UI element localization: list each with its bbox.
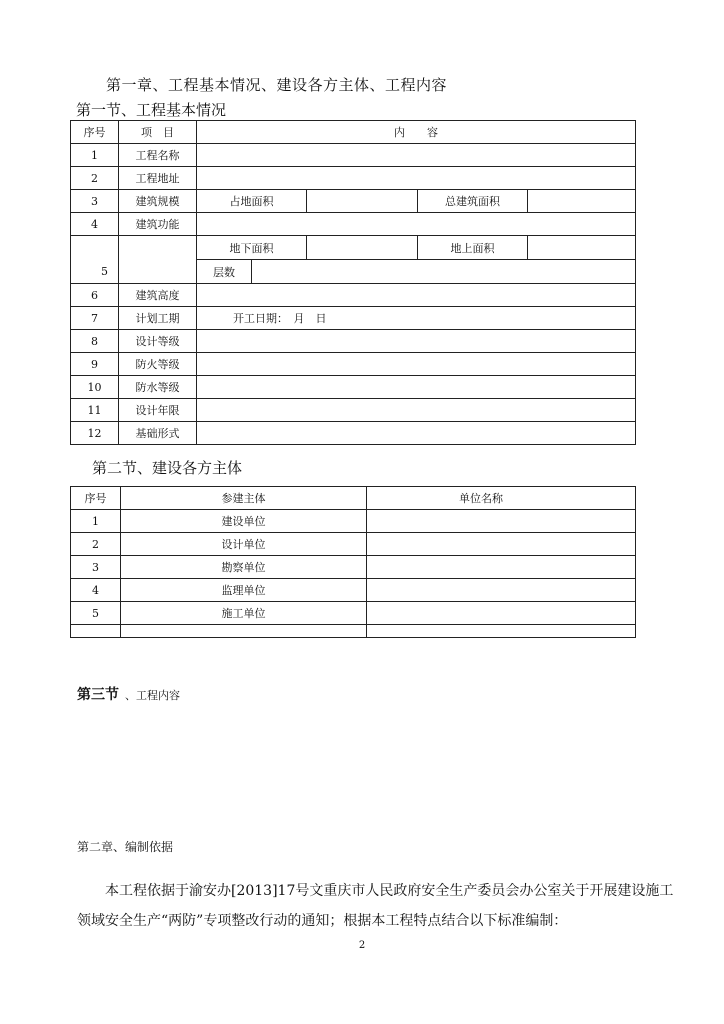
table-row (71, 422, 636, 445)
table-row (71, 144, 636, 167)
table-row (71, 213, 636, 236)
row-item: 建筑功能 (119, 213, 197, 236)
row-party: 建设单位 (121, 510, 367, 533)
row-no: 6 (71, 284, 119, 307)
row-no: 2 (71, 167, 119, 190)
row-no: 8 (71, 330, 119, 353)
parties-table (70, 486, 636, 638)
row-item: 防火等级 (119, 353, 197, 376)
row-no: 3 (71, 190, 119, 213)
row-party: 监理单位 (121, 579, 367, 602)
row-no: 10 (71, 376, 119, 399)
total-area-label: 总建筑面积 (418, 190, 528, 213)
row-item: 工程地址 (119, 167, 197, 190)
row-item: 防水等级 (119, 376, 197, 399)
table-row (71, 556, 636, 579)
land-area-value (307, 190, 418, 213)
row-no: 5 (71, 260, 119, 284)
row-content (197, 284, 636, 307)
table-row (71, 510, 636, 533)
row-no: 2 (71, 533, 121, 556)
row-no: 1 (71, 144, 119, 167)
row-no: 4 (71, 213, 119, 236)
aboveground-area-value (528, 236, 636, 260)
start-date-text: 开工日期： 月 日 (197, 307, 636, 330)
row-no: 4 (71, 579, 121, 602)
table-row (71, 236, 636, 260)
row-party: 施工单位 (121, 602, 367, 625)
row-content (197, 330, 636, 353)
header-item: 项 目 (119, 121, 197, 144)
row-content (197, 422, 636, 445)
table-row (71, 353, 636, 376)
row-no: 7 (71, 307, 119, 330)
table-row (71, 284, 636, 307)
row-content (197, 167, 636, 190)
page-number: 2 (358, 940, 366, 951)
land-area-label: 占地面积 (197, 190, 307, 213)
row-item: 建筑规模 (119, 190, 197, 213)
table-row (71, 190, 636, 213)
header-no: 序号 (71, 487, 121, 510)
row-content (197, 213, 636, 236)
table-header-row (71, 487, 636, 510)
table-row (71, 533, 636, 556)
section-1-title: 第一节、工程基本情况 (76, 101, 227, 119)
row-no: 11 (71, 399, 119, 422)
row-unit (367, 625, 636, 638)
table-row (71, 399, 636, 422)
row-item: 建筑高度 (119, 284, 197, 307)
header-party: 参建主体 (121, 487, 367, 510)
row-item: 基础形式 (119, 422, 197, 445)
basis-paragraph: 本工程依据于渝安办[2013]17号文重庆市人民政府安全生产委员会办公室关于开展建设施工领域安全生产“两防”专项整改行动的通知；根据本工程特点结合以下标准编制： (77, 883, 674, 929)
row-no: 12 (71, 422, 119, 445)
row-content (197, 376, 636, 399)
row-unit (367, 533, 636, 556)
underground-area-value (307, 236, 418, 260)
row-content (197, 399, 636, 422)
basic-info-table (70, 120, 636, 445)
row-no: 3 (71, 556, 121, 579)
row-party: 设计单位 (121, 533, 367, 556)
table-row (71, 579, 636, 602)
table-row (71, 602, 636, 625)
table-header-row (71, 121, 636, 144)
row-unit (367, 556, 636, 579)
floors-cell (197, 260, 636, 284)
floors-label: 层数 (197, 260, 252, 283)
row-no: 9 (71, 353, 119, 376)
chapter-1-title: 第一章、工程基本情况、建设各方主体、工程内容 (106, 76, 448, 94)
section-3-title (77, 684, 180, 704)
table-row (71, 376, 636, 399)
header-no: 序号 (71, 121, 119, 144)
row-no-top (71, 236, 119, 260)
row-item (119, 236, 197, 284)
row-party (121, 625, 367, 638)
header-unit: 单位名称 (367, 487, 636, 510)
row-unit (367, 510, 636, 533)
table-row (71, 330, 636, 353)
floors-value (252, 260, 635, 283)
row-item: 工程名称 (119, 144, 197, 167)
section-3-title-bold: 第三节 (77, 687, 119, 703)
aboveground-area-label: 地上面积 (418, 236, 528, 260)
chapter-2-title: 第二章、编制依据 (77, 840, 174, 854)
table-row (71, 625, 636, 638)
section-3-title-rest: 、工程内容 (125, 689, 180, 702)
total-area-value (528, 190, 636, 213)
row-no: 1 (71, 510, 121, 533)
row-item: 计划工期 (119, 307, 197, 330)
table-row (71, 307, 636, 330)
row-content (197, 353, 636, 376)
table-row (71, 167, 636, 190)
row-no (71, 625, 121, 638)
row-content (197, 144, 636, 167)
underground-area-label: 地下面积 (197, 236, 307, 260)
header-content: 内 容 (197, 121, 636, 144)
row-no: 5 (71, 602, 121, 625)
row-unit (367, 602, 636, 625)
section-2-title: 第二节、建设各方主体 (92, 459, 243, 477)
row-unit (367, 579, 636, 602)
row-party: 勘察单位 (121, 556, 367, 579)
row-item: 设计年限 (119, 399, 197, 422)
row-item: 设计等级 (119, 330, 197, 353)
